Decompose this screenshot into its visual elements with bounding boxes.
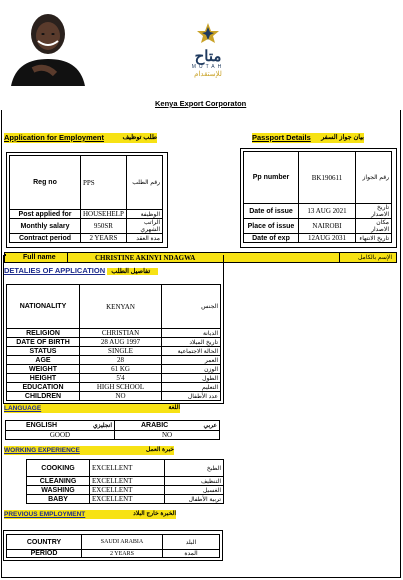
row-value: PPS [81, 156, 127, 210]
row-value: 12AUG 2031 [299, 234, 356, 243]
row-label: Pp number [244, 152, 299, 204]
row-label: WEIGHT [7, 365, 80, 374]
row-value: SAUDI ARABIA [82, 535, 163, 550]
row-label: CHILDREN [7, 392, 80, 401]
english-arabic: انجليزي [92, 423, 112, 429]
table-row [6, 421, 220, 431]
application-box [6, 152, 168, 248]
row-value: BK190611 [299, 152, 356, 204]
row-label: Date of exp [244, 234, 299, 243]
table-row [27, 486, 224, 495]
row-arabic: الحالة الاجتماعية [162, 347, 221, 356]
row-label: BABY [27, 495, 90, 504]
row-arabic: تربية الأطفال [165, 495, 224, 504]
row-arabic: عدد الأطفال [162, 392, 221, 401]
previous-heading-ar: الخبرة خارج البلاد [133, 511, 176, 517]
row-label: CLEANING [27, 477, 90, 486]
table-row [7, 374, 221, 383]
row-arabic: رقم الجواز [356, 152, 392, 204]
experience-heading-ar: خبرة العمل [145, 447, 174, 453]
application-heading-en: Application for Employment [4, 133, 105, 142]
passport-table [243, 151, 392, 243]
table-row [7, 535, 220, 550]
row-value: HOUSEHELP [81, 210, 127, 219]
application-table [9, 155, 163, 243]
row-value: 5'4 [80, 374, 162, 383]
row-label: Place of issue [244, 219, 299, 234]
row-label: Post applied for [10, 210, 81, 219]
full-name-value: CHRISTINE AKINYI NDAGWA [95, 254, 196, 262]
row-value: 13 AUG 2021 [299, 204, 356, 219]
agency-name: Kenya Export Corporaton [155, 99, 247, 108]
full-name-arabic: الإسم بالكامل [357, 255, 392, 261]
row-arabic: الوزن [162, 365, 221, 374]
language-heading [4, 404, 180, 413]
arabic-label: ARABIC [141, 422, 169, 429]
table-row [7, 392, 221, 401]
table-row [10, 219, 163, 234]
arabic-value: NO [115, 431, 220, 440]
row-value: 2 YEARS [82, 550, 163, 558]
row-value: EXCELLENT [90, 477, 165, 486]
passport-heading-ar: بيان جواز السفر [321, 134, 364, 141]
table-row [7, 365, 221, 374]
passport-heading-en: Passport Details [252, 133, 311, 142]
table-row [27, 460, 224, 477]
table-row [244, 219, 392, 234]
row-value: EXCELLENT [90, 460, 165, 477]
previous-heading [4, 510, 176, 519]
row-value: 2 YEARS [81, 234, 127, 243]
row-label: RELIGION [7, 329, 80, 338]
row-value: 61 KG [80, 365, 162, 374]
applicant-photo [5, 4, 91, 86]
english-value: GOOD [6, 431, 115, 440]
row-arabic: تاريخ الانتهاء [356, 234, 392, 243]
row-arabic: الجنس [162, 285, 221, 329]
row-value: 950SR [81, 219, 127, 234]
star-logo-icon [188, 22, 228, 44]
table-row [7, 338, 221, 347]
previous-table [6, 534, 220, 558]
row-label: COUNTRY [7, 535, 82, 550]
language-heading-en: LANGUAGE [4, 405, 42, 412]
row-value: NO [80, 392, 162, 401]
table-row [6, 431, 220, 440]
row-label: Monthly salary [10, 219, 81, 234]
row-value: EXCELLENT [90, 486, 165, 495]
passport-heading [252, 133, 364, 143]
full-name-label: Full name [23, 254, 56, 261]
row-arabic: الديانة [162, 329, 221, 338]
details-heading-en: DETALIES OF APPLICATION [4, 266, 106, 275]
row-label: STATUS [7, 347, 80, 356]
table-row [10, 210, 163, 219]
application-heading-ar: طلب توظيف [122, 134, 157, 141]
logo-arabic-sub: للإستقدام [194, 71, 222, 78]
table-row [27, 477, 224, 486]
row-label: Contract period [10, 234, 81, 243]
table-row [7, 329, 221, 338]
table-row [10, 156, 163, 210]
previous-heading-en: PREVIOUS EMPLOYMENT [4, 511, 86, 518]
row-label: EDUCATION [7, 383, 80, 392]
row-label: HEIGHT [7, 374, 80, 383]
row-arabic: الوظيفة [126, 210, 162, 219]
passport-box [240, 148, 397, 248]
row-arabic: الطول [162, 374, 221, 383]
row-value: EXCELLENT [90, 495, 165, 504]
row-arabic: البلد [163, 535, 220, 550]
table-row [7, 550, 220, 558]
row-label: AGE [7, 356, 80, 365]
table-row [7, 347, 221, 356]
details-table [6, 284, 221, 401]
row-value: CHRISTIAN [80, 329, 162, 338]
row-value: NAIROBI [299, 219, 356, 234]
table-row [7, 383, 221, 392]
english-label: ENGLISH [26, 422, 58, 429]
row-label: PERIOD [7, 550, 82, 558]
table-row [10, 234, 163, 243]
arabic-arabic: عربي [203, 423, 217, 429]
row-label: WASHING [27, 486, 90, 495]
table-row [244, 234, 392, 243]
arabic-header [115, 421, 220, 431]
table-row [7, 356, 221, 365]
table-row [27, 495, 224, 504]
experience-table [26, 459, 224, 504]
row-arabic: التعليم [162, 383, 221, 392]
row-arabic: الطبخ [165, 460, 224, 477]
row-arabic: مدة العقد [126, 234, 162, 243]
row-value: 28 AUG 1997 [80, 338, 162, 347]
row-arabic: الغسيل [165, 486, 224, 495]
mutah-logo [182, 22, 234, 82]
row-arabic: العمر [162, 356, 221, 365]
row-label: Date of issue [244, 204, 299, 219]
experience-heading [4, 446, 174, 455]
application-heading [4, 133, 157, 143]
row-arabic: تاريخ الاصدار [356, 204, 392, 219]
row-value: SINGLE [80, 347, 162, 356]
row-label: NATIONALITY [7, 285, 80, 329]
english-header [6, 421, 115, 431]
table-row [244, 152, 392, 204]
details-heading-ar: تفاصيل الطلب [107, 268, 158, 275]
row-arabic: رقم الطلب [126, 156, 162, 210]
row-value: KENYAN [80, 285, 162, 329]
experience-heading-en: WORKING EXPERIENCE [4, 447, 80, 454]
row-value: HIGH SCHOOL [80, 383, 162, 392]
row-value: 28 [80, 356, 162, 365]
row-arabic: التنظيف [165, 477, 224, 486]
row-label: DATE OF BIRTH [7, 338, 80, 347]
language-heading-ar: اللغة [168, 405, 180, 411]
table-row [7, 285, 221, 329]
row-arabic: تاريخ الميلاد [162, 338, 221, 347]
row-label: COOKING [27, 460, 90, 477]
row-arabic: الراتب الشهري [126, 219, 162, 234]
language-table [5, 420, 220, 440]
row-arabic: مكان الاصدار [356, 219, 392, 234]
logo-latin: MUTAH [191, 64, 225, 70]
row-arabic: المدة [163, 550, 220, 558]
table-row [244, 204, 392, 219]
logo-arabic: متاح [194, 48, 222, 65]
row-label: Reg no [10, 156, 81, 210]
